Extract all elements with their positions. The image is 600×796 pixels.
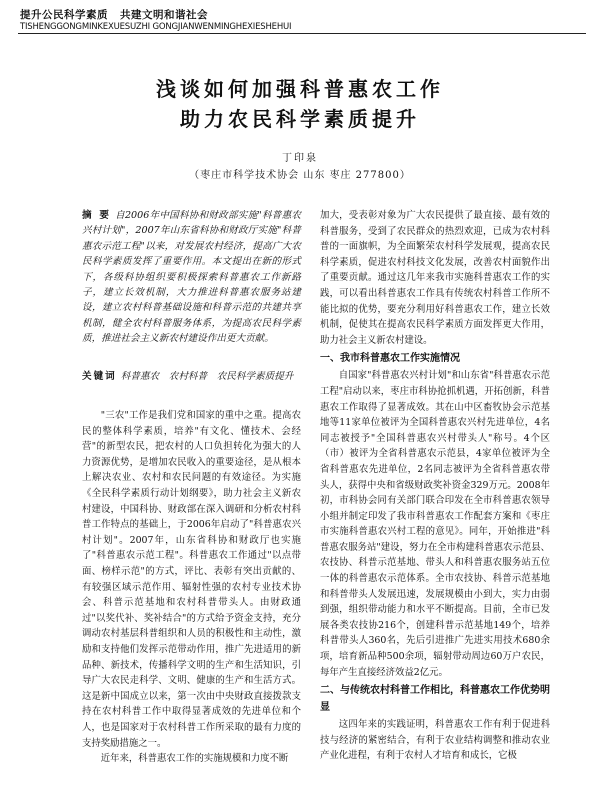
body-paragraph-continued: 加大，受表彰对象为广大农民提供了最直接、最有效的科普服务，受到了农民群众的热烈欢迎，已成为农村科普的一面旗帜，为全面繁荣农村科学发展观，提高农民科学素质，促进农村科技文化发展，改善农村面貌作出了重要贡献。通过这几年来我市实施科普惠农工作的实践，可以看出科普惠农工作具有传统农村科普工作所不能比拟的优势，要充分利用好科普惠农工作，建立长效机制，促使其在提高农民科学素质方面发挥更大作用，助力社会主义新农村建设。 xyxy=(320,210,550,346)
header-chinese xyxy=(20,8,580,22)
abstract-label: 摘 要 xyxy=(82,210,112,221)
article-title-line-2: 助力农民科学素质提升 xyxy=(180,107,420,131)
author-affiliation: （枣庄市科学技术协会 山东 枣庄 277800） xyxy=(189,170,411,181)
author-name: 丁印泉 xyxy=(282,153,318,164)
article-title-line-1: 浅谈如何加强科普惠农工作 xyxy=(156,77,444,101)
keywords-text: 科普惠农 农村科普 农民科学素质提升 xyxy=(120,370,294,382)
section-heading-1: 一、我市科普惠农工作实施情况 xyxy=(320,353,460,365)
abstract-text: 自2006年中国科协和财政部实施"科普惠农兴村计划"，2007年山东省科协和财政厅实施"科普惠农示范工程"以来，对发展农村经济，提高广大农民科学素质发挥了重要作用。本文提出在新的形式下，各级科协组织要积极探索科普惠农工作新路子，建立长效机制，大力推进科普惠农服务站建设，建立农村科普基础设施和科普示范的共建共享机制，健全农村科普服务体系，为提高农民科学素质，推进社会主义新农村建设作出更大贡献。 xyxy=(82,210,302,345)
keywords-label: 关键词 xyxy=(82,370,117,382)
abstract xyxy=(82,208,301,347)
section-heading-2: 二、与传统农村科普工作相比，科普惠农工作优势明显 xyxy=(320,685,550,714)
header-divider xyxy=(18,33,586,34)
section-2-paragraph: 这四年来的实践证明，科普惠农工作有利于促进科技与经济的紧密结合，有利于农业结构调整和推动农业产业化进程，有利于农村人才培育和成长，它极 xyxy=(320,719,550,762)
header-pinyin: TISHENGGONGMINKEXUESUZHI GONGJIANWENMINGHEXIESHEHUI xyxy=(20,22,292,32)
header-journal-name: 提升公民科学素质 xyxy=(20,9,108,21)
section-1-paragraph: 自国家"科普惠农兴村计划"和山东省"科普惠农示范工程"启动以来，枣庄市科协抢抓机遇，开拓创新，科普惠农工作取得了显著成效。其在山中区畜牧协会示范基地等11家单位被评为全国科普惠农兴村先进单位，4名同志被授予"全国科普惠农兴村带头人"称号。4个区（市）被评为全省科普惠农示范县，4家单位被评为全省科普惠农先进单位，2名同志被评为全省科普惠农带头人，获得中央和省级财政奖补资金329万元。2008年初，市科协会同有关部门联合印发在全市科普惠农领导小组并制定印发了我市科普惠农工作配套方案和《枣庄市实施科普惠农兴村工程的意见》。同年，开始推进"科普惠农服务站"建设，努力在全市构建科普惠农示范县、农技协、科普示范基地、带头人和科普惠农服务站五位一体的科普惠农示范体系。全市农技协、科普示范基地和科普带头人发展迅速，发展规模由小到大，实力由弱到强，组织带动能力和水平不断提高。目前，全市已发展各类农技协216个，创建科普示范基地149个，培养科普带头人360名，先后引进推广先进实用技术680余项，培育新品种500余项，辐射带动周边60万户农民，每年产生直接经济效益2亿元。 xyxy=(320,370,550,678)
right-column xyxy=(320,208,550,764)
body-paragraph: 近年来，科普惠农工作的实施规模和力度不断 xyxy=(100,753,289,765)
left-body xyxy=(82,408,301,767)
running-header xyxy=(20,8,580,32)
keywords xyxy=(82,369,301,384)
left-column xyxy=(82,208,301,767)
right-body xyxy=(320,208,550,764)
header-series-name: 共建文明和谐社会 xyxy=(120,9,208,21)
body-paragraph: "三农"工作是我们党和国家的重中之重。提高农民的整体科学素质，培养"有文化、懂技术、会经营"的新型农民，把农村的人口负担转化为强大的人力资源优势，是增加农民收入的重要途径，是从根本上解决农业、农村和农民问题的有效途径。为实施《全民科学素质行动计划纲要》，助力社会主义新农村建设，中国科协、财政部在深入调研和分析农村科普工作特点的基础上，于2006年启动了"科普惠农兴村计划"。2007年，山东省科协和财政厅也实施了"科普惠农示范工程"。科普惠农工作通过"以点带面、榜样示范"的方式，评比、表彰有突出贡献的、有较强区域示范作用、辐射性强的农村专业技术协会、科普示范基地和农村科普带头人。由财政通过"以奖代补、奖补结合"的方式给予资金支持，充分调动农村基层科普组织和人员的积极性和主动性，激励和支持他们发挥示范带动作用，推广先进适用的新品种、新技术，传播科学文明的生产和生活知识，引导广大农民走科学、文明、健康的生产和生活方式。这是新中国成立以来，第一次由中央财政直接拨款支持在农村科普工作中取得显著成效的先进单位和个人，也是国家对于农村科普工作所采取的最有力度的支持奖励措施之一。 xyxy=(82,410,301,749)
